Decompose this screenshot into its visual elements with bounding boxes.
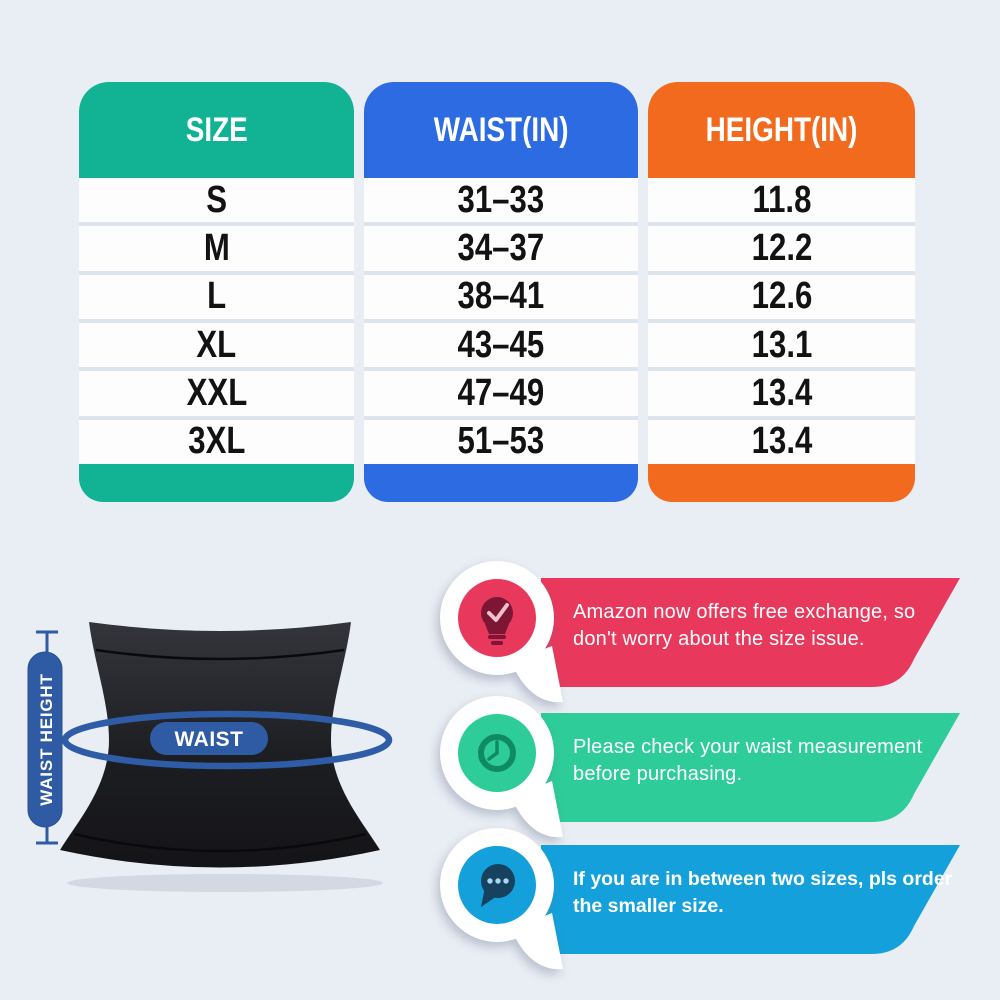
- size-value: 3XL: [187, 420, 246, 463]
- waist-cell: [364, 222, 638, 270]
- callout-text-line: the smaller size.: [573, 894, 724, 917]
- callout-text: [573, 841, 958, 944]
- waist-column-header-label: WAIST(IN): [433, 110, 569, 149]
- size-cell: [79, 416, 354, 464]
- size-cell: [79, 319, 354, 367]
- height-cell: [648, 178, 915, 222]
- height-value: 13.4: [751, 371, 812, 414]
- waist-cell: [364, 271, 638, 319]
- size-value: XL: [196, 323, 237, 366]
- size-chart-table: [79, 82, 915, 502]
- height-value: 11.8: [752, 178, 811, 221]
- height-value: 13.4: [751, 420, 812, 463]
- size-column-header: [79, 82, 354, 178]
- size-value: S: [206, 178, 227, 221]
- callout-text: [573, 574, 958, 677]
- callout-text-line: If you are in between two sizes, pls order: [573, 867, 953, 890]
- height-cell: [648, 271, 915, 319]
- waist-value: 51–53: [457, 420, 545, 463]
- size-column: [79, 82, 354, 502]
- waist-column-body: [364, 178, 638, 464]
- height-cell: [648, 367, 915, 415]
- callout-text-line: Amazon now offers free exchange, so: [573, 600, 916, 623]
- height-value: 12.6: [751, 275, 812, 318]
- callout-text: [573, 709, 958, 812]
- callout-text-line: Please check your waist measurement: [573, 735, 923, 758]
- height-cell: [648, 319, 915, 367]
- size-column-header-label: SIZE: [185, 110, 248, 149]
- size-column-footer: [79, 464, 354, 502]
- size-cell: [79, 222, 354, 270]
- height-value: 13.1: [751, 323, 812, 366]
- height-cell: [648, 416, 915, 464]
- waist-trainer-illustration: [20, 600, 430, 900]
- height-column: [648, 82, 915, 502]
- size-column-body: [79, 178, 354, 464]
- waist-column-header: [364, 82, 638, 178]
- size-cell: [79, 271, 354, 319]
- waist-column: [364, 82, 638, 502]
- height-column-body: [648, 178, 915, 464]
- waist-cell: [364, 178, 638, 222]
- waist-value: 38–41: [457, 275, 545, 318]
- height-column-header-label: HEIGHT(IN): [705, 110, 858, 149]
- waist-value: 43–45: [457, 323, 545, 366]
- waist-trainer-diagram: [20, 600, 430, 900]
- waist-cell: [364, 319, 638, 367]
- waist-value: 34–37: [457, 226, 545, 269]
- waist-cell: [364, 367, 638, 415]
- callout-text-line: before purchasing.: [573, 762, 743, 785]
- waist-value: 47–49: [457, 371, 545, 414]
- height-ruler-label: WAIST HEIGHT: [37, 673, 56, 806]
- callout-text-line: don't worry about the size issue.: [573, 627, 865, 650]
- size-value: M: [203, 226, 230, 269]
- height-cell: [648, 222, 915, 270]
- size-value: L: [206, 275, 227, 318]
- size-cell: [79, 178, 354, 222]
- height-column-footer: [648, 464, 915, 502]
- waist-value: 31–33: [457, 178, 545, 221]
- size-value: XXL: [186, 371, 247, 414]
- waist-pill-label: WAIST: [174, 728, 244, 751]
- callout-between-sizes: [435, 823, 975, 973]
- waist-cell: [364, 416, 638, 464]
- waist-column-footer: [364, 464, 638, 502]
- size-cell: [79, 367, 354, 415]
- callout-check-measurement: [435, 691, 975, 841]
- height-value: 12.2: [751, 226, 812, 269]
- callout-free-exchange: [435, 556, 975, 706]
- trainer-shadow: [67, 874, 383, 892]
- height-column-header: [648, 82, 915, 178]
